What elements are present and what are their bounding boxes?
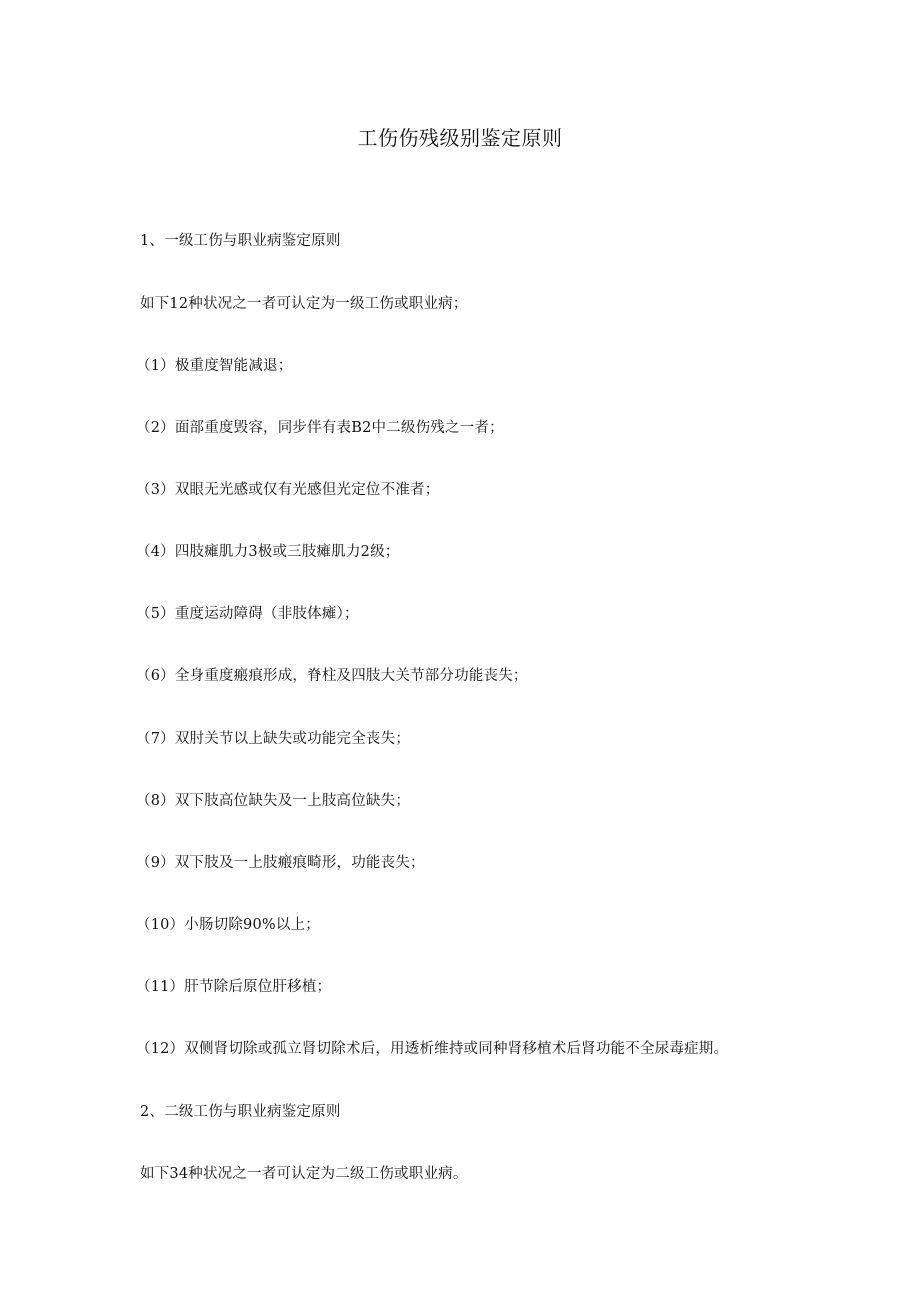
section1-item-6: （6）全身重度瘢痕形成，脊柱及四肢大关节部分功能丧失；: [136, 668, 528, 684]
section1-item-2: （2）面部重度毁容，同步伴有表B2中二级伤残之一者；: [136, 420, 504, 436]
section2-heading: 2、二级工伤与职业病鉴定原则: [140, 1104, 341, 1120]
section1-intro: 如下12种状况之一者可认定为一级工伤或职业病；: [140, 296, 468, 312]
section1-item-1: （1）极重度智能减退；: [136, 358, 293, 374]
section1-item-11: （11）肝节除后原位肝移植；: [136, 979, 332, 995]
section1-heading: 1、一级工伤与职业病鉴定原则: [140, 233, 341, 249]
section1-item-5: （5）重度运动障碍（非肢体瘫）；: [136, 606, 359, 622]
section2-intro: 如下34种状况之一者可认定为二级工伤或职业病。: [140, 1166, 468, 1182]
section1-item-7: （7）双肘关节以上缺失或功能完全丧失；: [136, 731, 411, 747]
section1-item-4: （4）四肢瘫肌力3极或三肢瘫肌力2级；: [136, 544, 400, 560]
section1-item-9: （9）双下肢及一上肢瘢痕畸形，功能丧失；: [136, 855, 425, 871]
section1-item-8: （8）双下肢高位缺失及一上肢高位缺失；: [136, 793, 411, 809]
section1-item-10: （10）小肠切除90%以上；: [136, 917, 320, 933]
section1-item-3: （3）双眼无光感或仅有光感但光定位不准者；: [136, 482, 440, 498]
document-title: 工伤伤残级别鉴定原则: [357, 126, 563, 150]
section1-item-12: （12）双侧肾切除或孤立肾切除术后，用透析维持或同种肾移植术后肾功能不全尿毒症期。: [136, 1041, 729, 1057]
